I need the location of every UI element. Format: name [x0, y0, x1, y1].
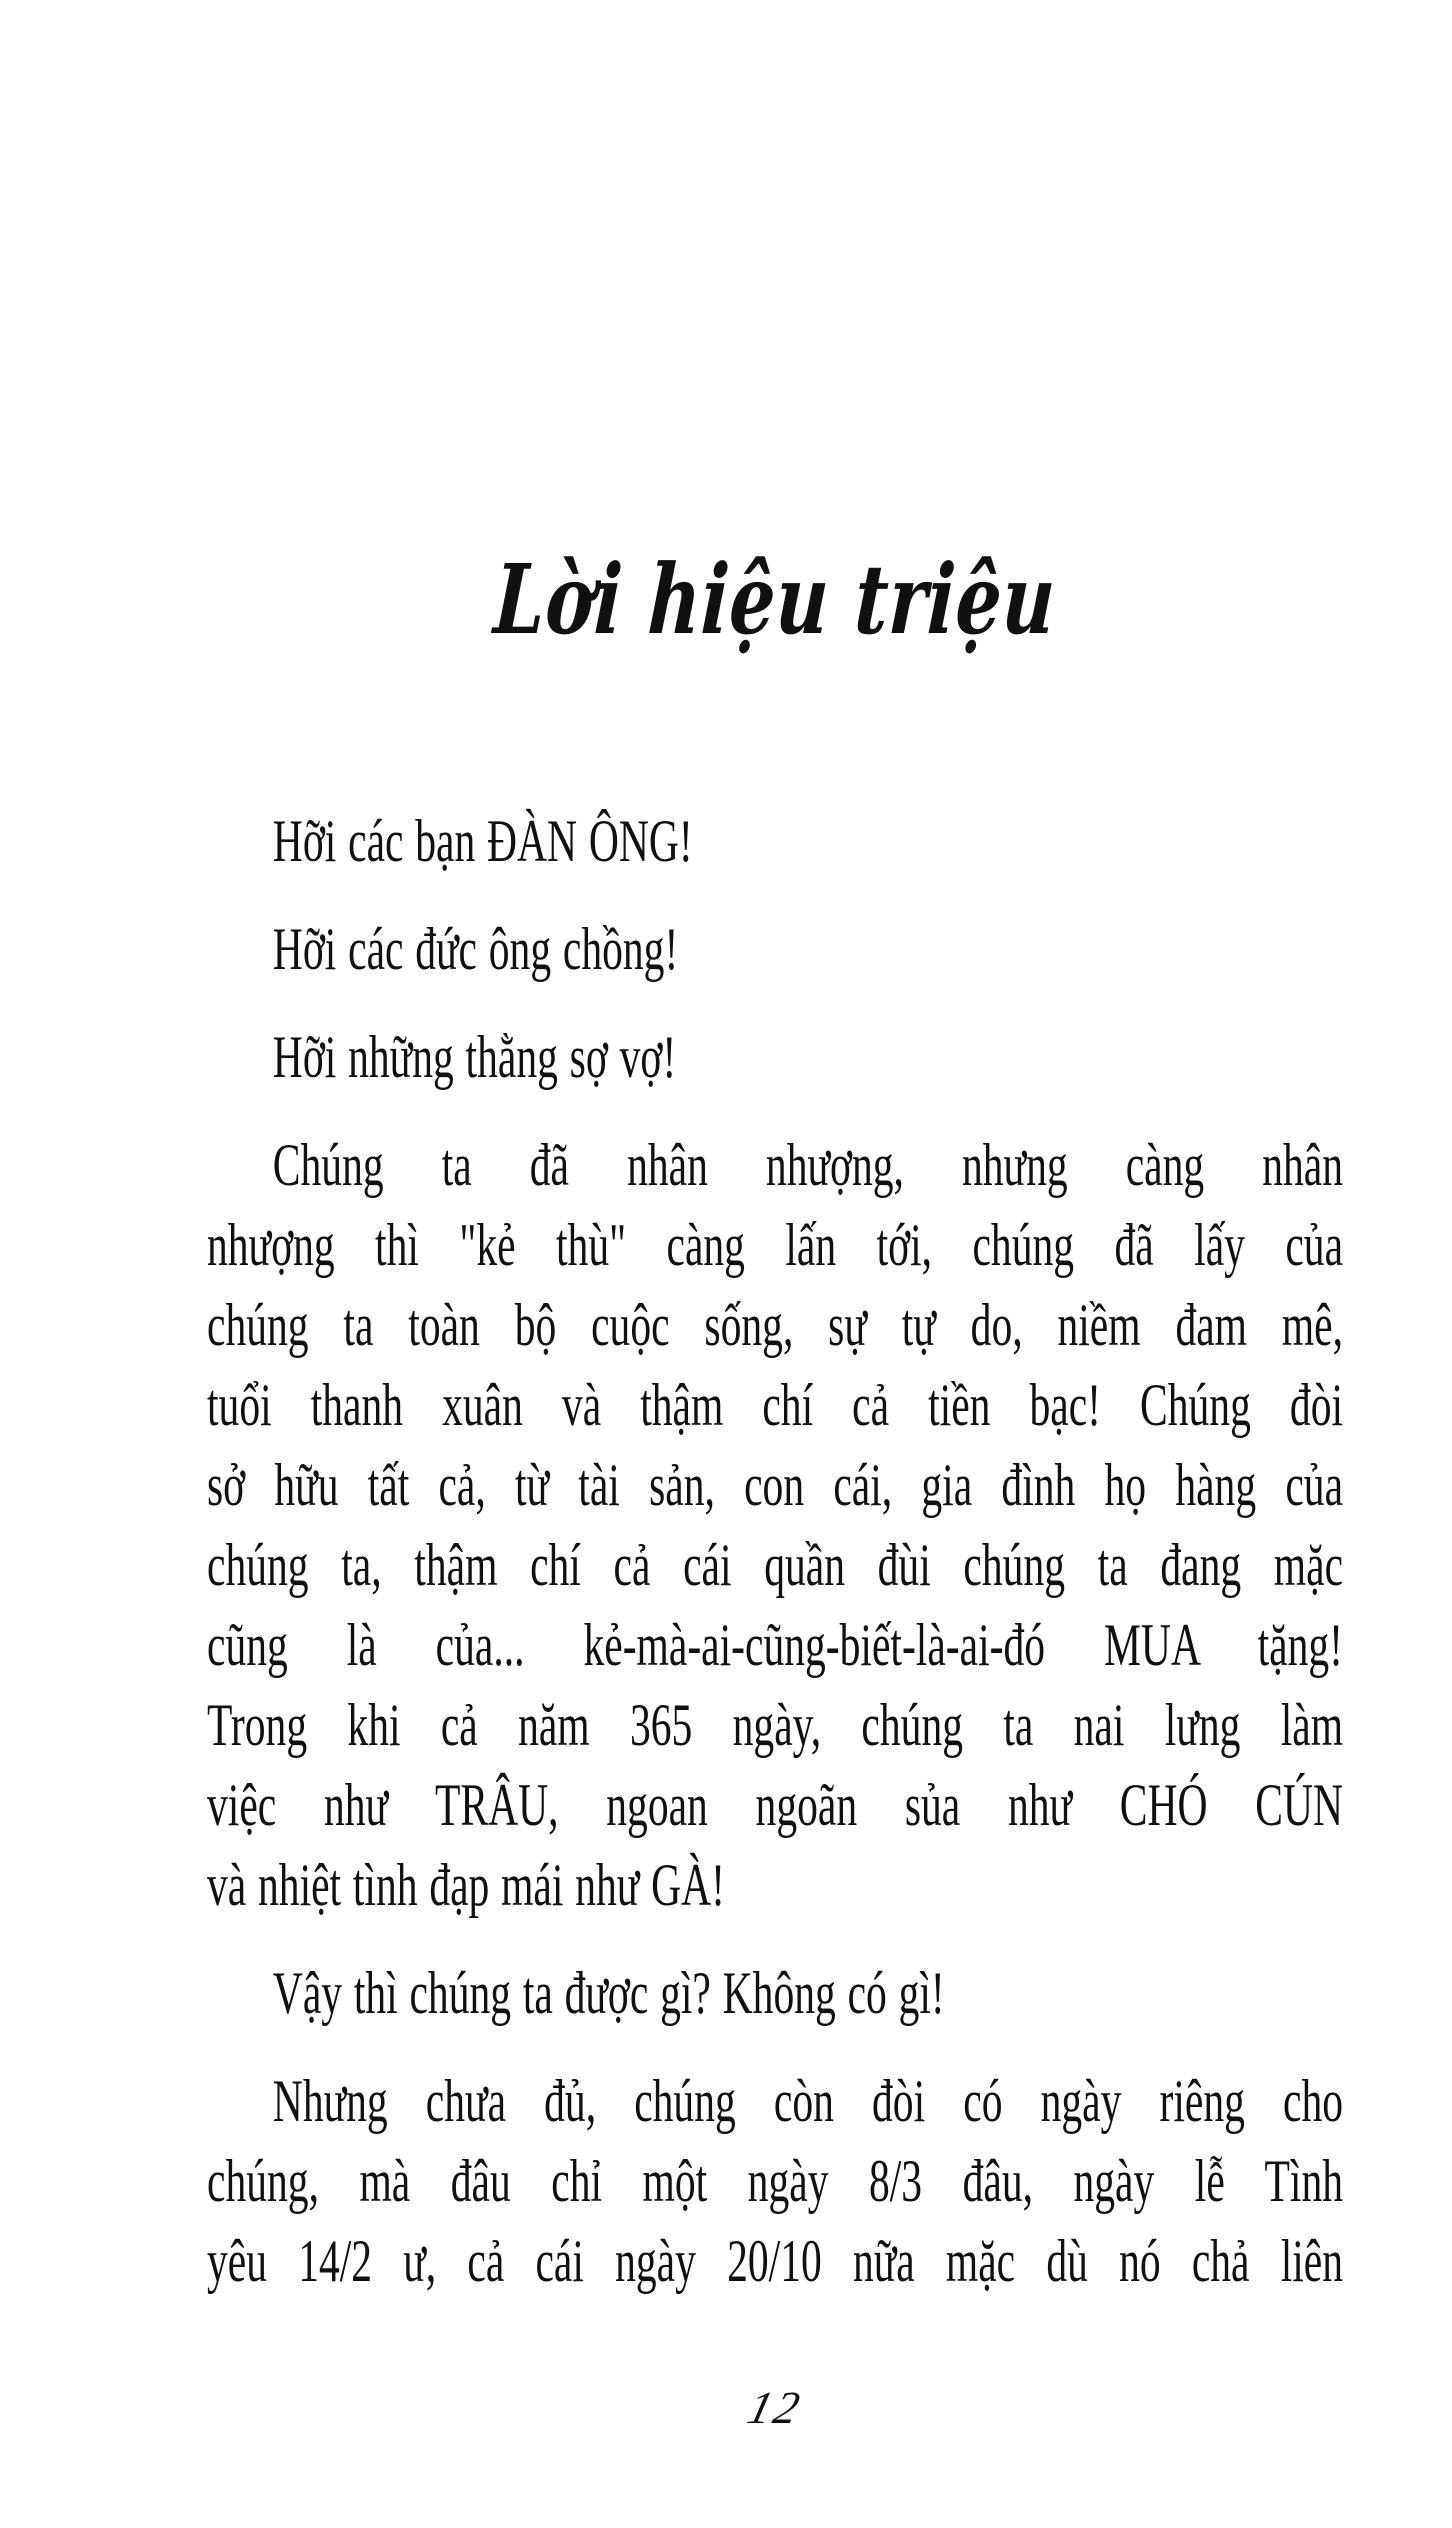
- text-line: chúng ta toàn bộ cuộc sống, sự tự do, niềm đam mê,: [207, 1292, 1344, 1358]
- chapter-title: Lời hiệu triệu: [491, 543, 1059, 656]
- text-line: Hỡi các đức ông chồng!: [272, 916, 679, 982]
- text-line: sở hữu tất cả, từ tài sản, con cái, gia đình họ hàng của: [207, 1452, 1344, 1518]
- text-line: Nhưng chưa đủ, chúng còn đòi có ngày riêng cho: [272, 2068, 1344, 2134]
- body-text: [207, 801, 1343, 2301]
- text-line: Chúng ta đã nhân nhượng, nhưng càng nhân: [272, 1132, 1344, 1198]
- text-line: việc như TRÂU, ngoan ngoãn sủa như CHÓ CÚN: [207, 1772, 1344, 1838]
- page-number: 12: [742, 2382, 808, 2433]
- text-line: cũng là của... kẻ-mà-ai-cũng-biết-là-ai-đó MUA tặng!: [207, 1612, 1344, 1678]
- text-line: Trong khi cả năm 365 ngày, chúng ta nai lưng làm: [207, 1692, 1344, 1758]
- text-line: Hỡi các bạn ĐÀN ÔNG!: [272, 808, 693, 874]
- text-line: Hỡi những thằng sợ vợ!: [272, 1024, 677, 1090]
- text-line: nhượng thì "kẻ thù" càng lấn tới, chúng đã lấy của: [207, 1212, 1344, 1278]
- text-line: và nhiệt tình đạp mái như GÀ!: [207, 1852, 725, 1918]
- text-line: chúng ta, thậm chí cả cái quần đùi chúng ta đang mặc: [207, 1532, 1344, 1598]
- text-line: chúng, mà đâu chỉ một ngày 8/3 đâu, ngày lễ Tình: [207, 2148, 1344, 2214]
- text-line: Vậy thì chúng ta được gì? Không có gì!: [272, 1960, 945, 2026]
- text-line: yêu 14/2 ư, cả cái ngày 20/10 nữa mặc dù nó chả liên: [207, 2228, 1344, 2294]
- text-line: tuổi thanh xuân và thậm chí cả tiền bạc! Chúng đòi: [207, 1372, 1344, 1438]
